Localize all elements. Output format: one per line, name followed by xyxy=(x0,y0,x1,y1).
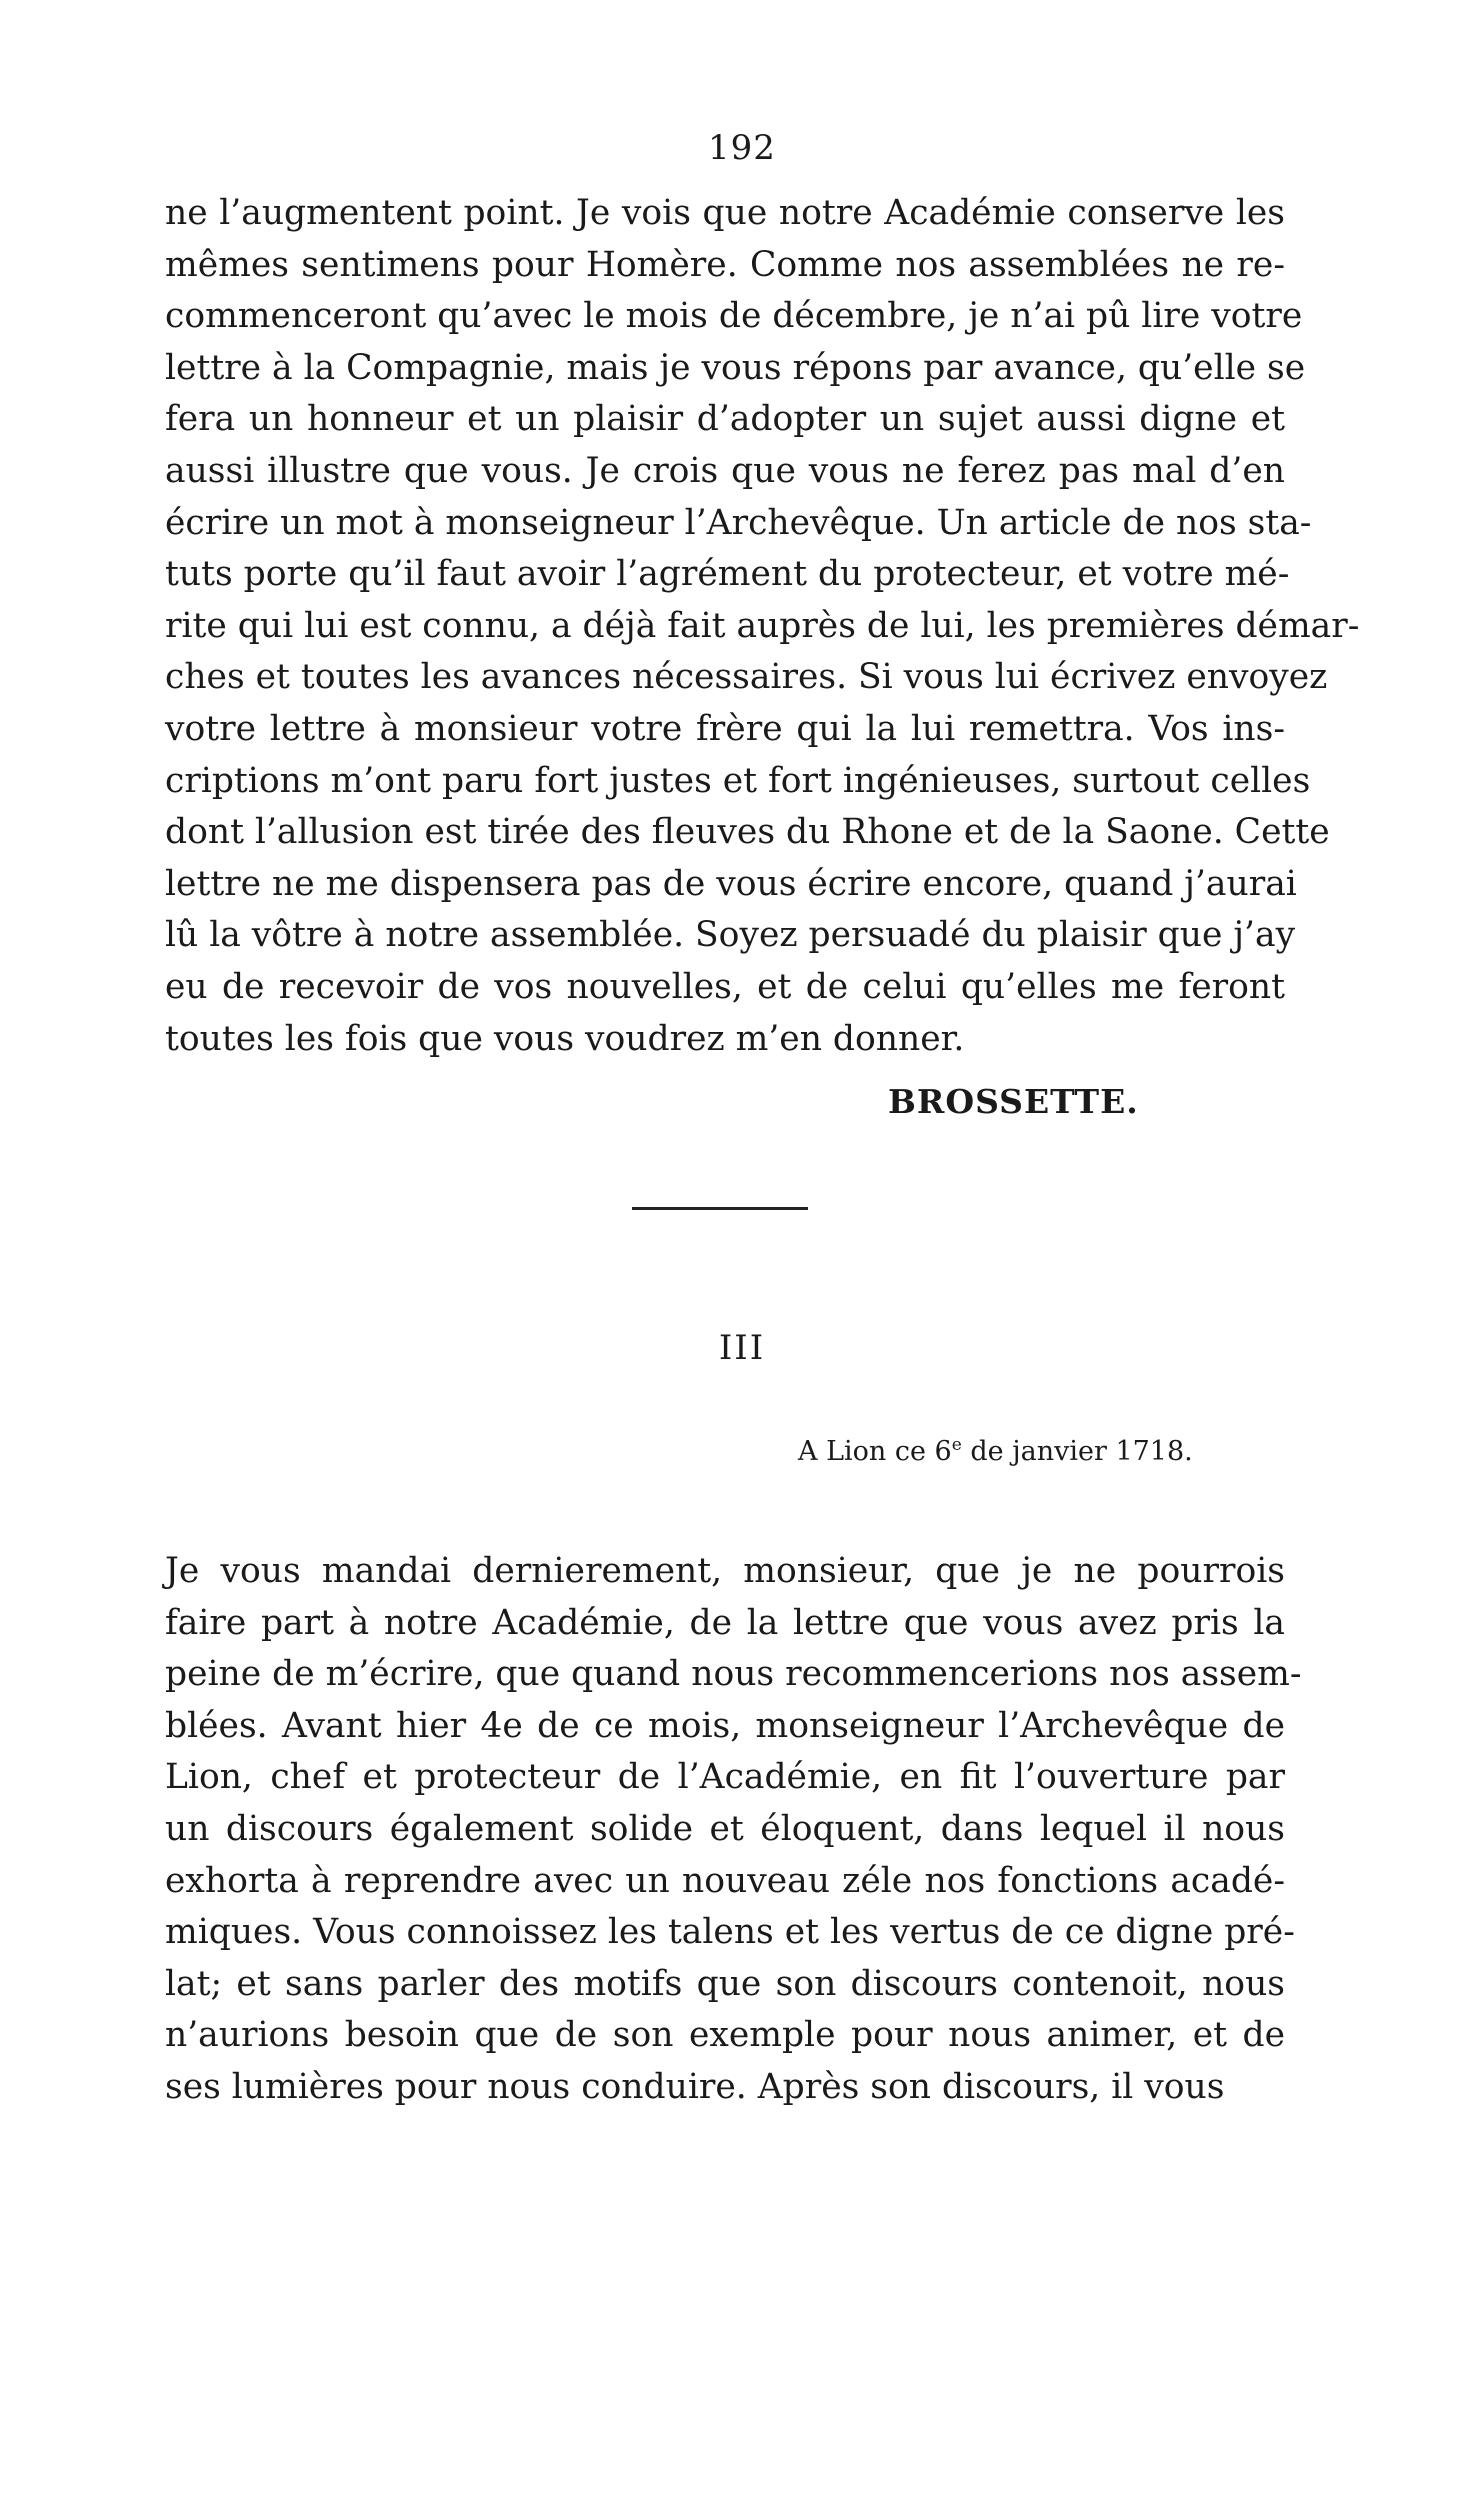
letter-body-continued xyxy=(165,188,1360,1065)
section-heading: III xyxy=(718,1328,766,1368)
text-line: mêmes sentimens pour Homère. Comme nos assemblées ne re- xyxy=(165,244,1285,285)
text-line: eu de recevoir de vos nouvelles, et de celui qu’elles me feront xyxy=(165,966,1285,1007)
text-line: votre lettre à monsieur votre frère qui la lui remettra. Vos ins- xyxy=(165,708,1285,749)
text-line: toutes les fois que vous voudrez m’en donner. xyxy=(165,1018,965,1059)
text-line: lettre ne me dispensera pas de vous écrire encore, quand j’aurai xyxy=(165,863,1297,904)
section-divider xyxy=(632,1207,808,1210)
text-line: commenceront qu’avec le mois de décembre, je n’ai pû lire votre xyxy=(165,296,1303,337)
text-line: miques. Vous connoissez les talens et les vertus de ce digne pré- xyxy=(165,1912,1295,1953)
text-line: lat; et sans parler des motifs que son discours contenoit, nous xyxy=(165,1963,1285,2004)
text-line: écrire un mot à monseigneur l’Archevêque. Un article de nos sta- xyxy=(165,502,1312,543)
text-line: lettre à la Compagnie, mais je vous répons par avance, qu’elle se xyxy=(165,347,1306,388)
text-line: rite qui lui est connu, a déjà fait auprès de lui, les premières démar- xyxy=(165,605,1360,646)
text-line: un discours également solide et éloquent, dans lequel il nous xyxy=(165,1808,1285,1849)
text-line: peine de m’écrire, que quand nous recommencerions nos assem- xyxy=(165,1654,1302,1695)
text-line: ne l’augmentent point. Je vois que notre Académie conserve les xyxy=(165,193,1285,233)
text-line: dont l’allusion est tirée des fleuves du Rhone et de la Saone. Cette xyxy=(165,812,1330,853)
text-line: faire part à notre Académie, de la lettre que vous avez pris la xyxy=(165,1602,1285,1643)
text-line: exhorta à reprendre avec un nouveau zéle nos fonctions acadé- xyxy=(165,1860,1285,1901)
text-line: tuts porte qu’il faut avoir l’agrément du protecteur, et votre mé- xyxy=(165,554,1290,595)
text-line: blées. Avant hier 4e de ce mois, monseigneur l’Archevêque de xyxy=(165,1705,1285,1746)
page-number: 192 xyxy=(708,128,776,168)
dateline xyxy=(798,1436,1193,1467)
text-line: aussi illustre que vous. Je crois que vous ne ferez pas mal d’en xyxy=(165,450,1285,491)
dateline-month-year: de janvier 1718. xyxy=(961,1436,1193,1467)
dateline-ordinal: e xyxy=(951,1435,962,1455)
letter-body-new xyxy=(165,1546,1302,2114)
signature: BROSSETTE. xyxy=(888,1082,1139,1121)
text-line: fera un honneur et un plaisir d’adopter un sujet aussi digne et xyxy=(165,399,1285,440)
text-line: Lion, chef et protecteur de l’Académie, en fit l’ouverture par xyxy=(165,1757,1285,1798)
text-line: lû la vôtre à notre assemblée. Soyez persuadé du plaisir que j’ay xyxy=(165,915,1296,956)
text-line: n’aurions besoin que de son exemple pour nous animer, et de xyxy=(165,2015,1285,2056)
text-line: criptions m’ont paru fort justes et fort ingénieuses, surtout celles xyxy=(165,760,1311,801)
dateline-place-day: A Lion ce 6 xyxy=(798,1436,952,1467)
text-line: Je vous mandai dernierement, monsieur, que je ne pourrois xyxy=(165,1551,1285,1591)
text-line: ses lumières pour nous conduire. Après son discours, il vous xyxy=(165,2066,1225,2107)
text-line: ches et toutes les avances nécessaires. Si vous lui écrivez envoyez xyxy=(165,657,1328,698)
